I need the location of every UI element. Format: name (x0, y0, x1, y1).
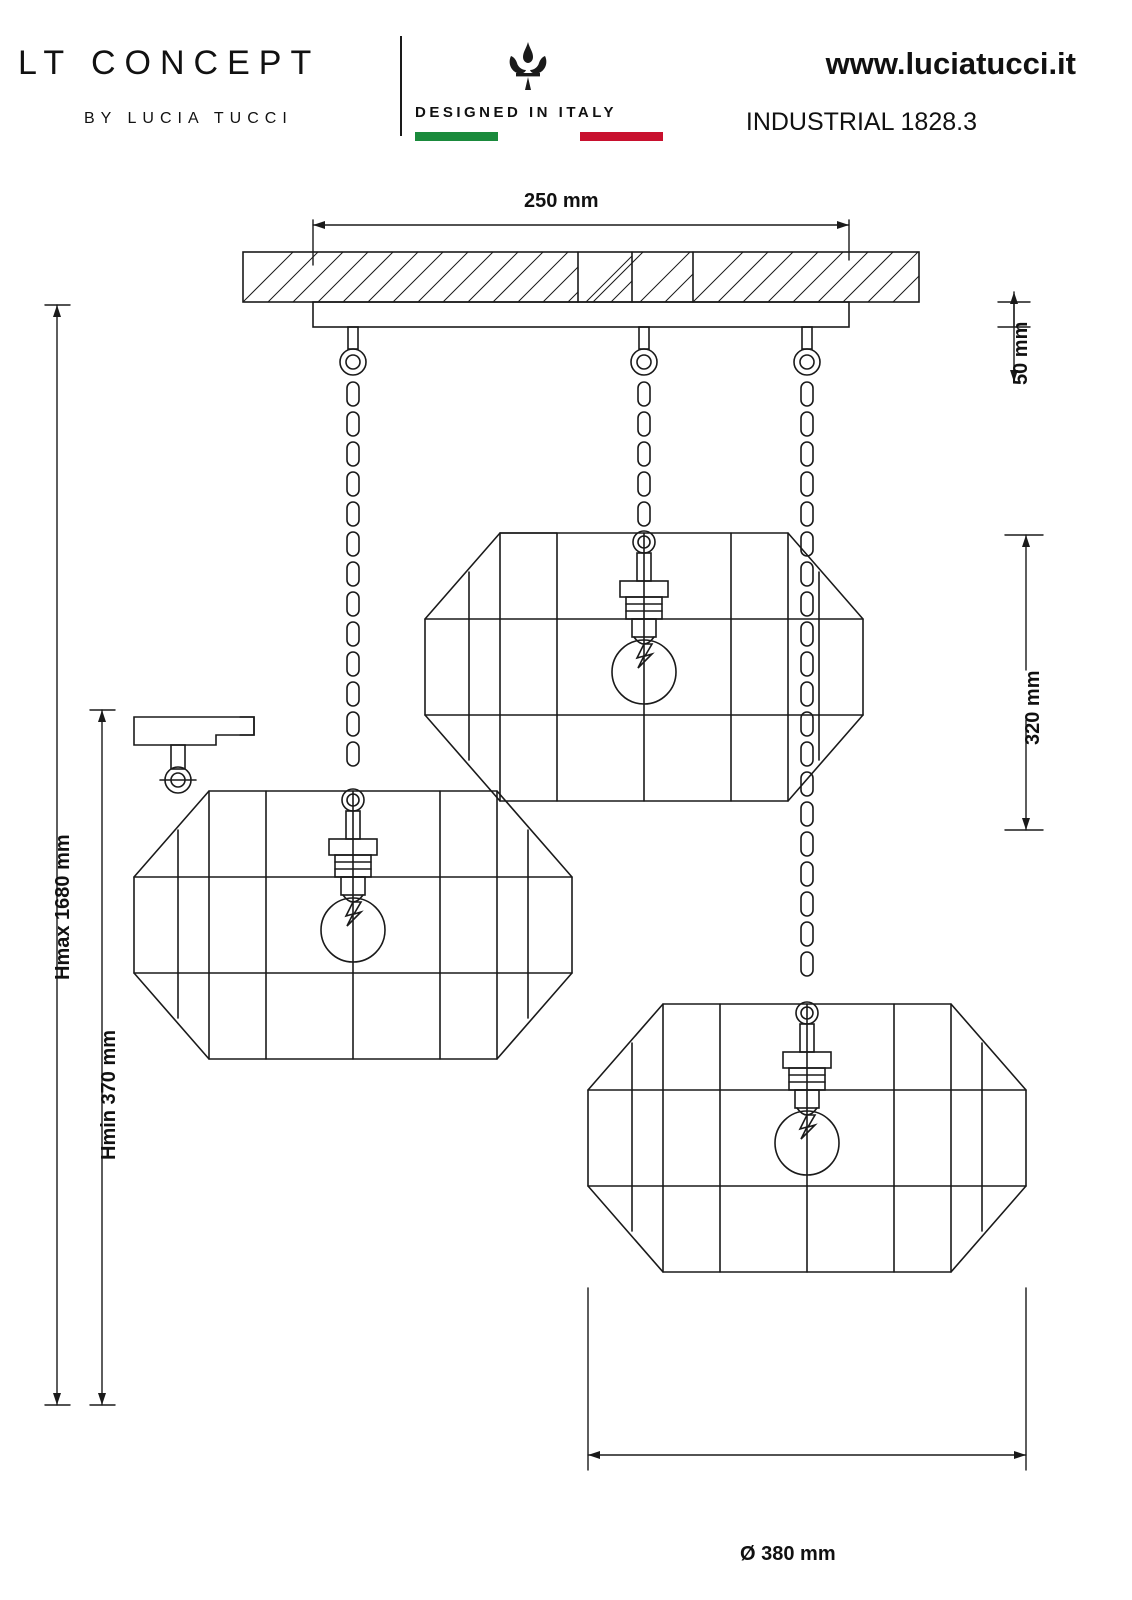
website-url: www.luciatucci.it (825, 46, 1076, 81)
label-canopy-height: 50 mm (1010, 321, 1032, 385)
brand-name: LT CONCEPT (18, 44, 321, 82)
italian-flag-icon (415, 132, 663, 141)
designed-in-italy-label: DESIGNED IN ITALY (415, 104, 618, 121)
dimension-canopy-width (313, 220, 849, 265)
fleur-de-lis-icon (505, 40, 551, 92)
lamp-upper-middle (425, 327, 863, 801)
label-height-max: Hmax 1680 mm (52, 834, 74, 980)
chain-right (794, 327, 820, 1024)
chain-links (801, 382, 813, 976)
label-shade-diameter: Ø 380 mm (740, 1543, 836, 1565)
label-shade-height: 320 mm (1022, 670, 1044, 745)
label-canopy-width: 250 mm (524, 190, 599, 212)
shade-left (134, 791, 572, 1059)
model-name: INDUSTRIAL 1828.3 (745, 108, 977, 136)
header-divider (400, 36, 402, 136)
shade-right (588, 1004, 1026, 1272)
lamp-right (588, 327, 1026, 1272)
chain-links (638, 382, 650, 526)
chain-upper (631, 327, 657, 553)
chain-left (340, 327, 366, 811)
chain-links (347, 382, 359, 766)
canopy-plate (313, 302, 849, 327)
page-header (0, 0, 1132, 160)
mounting-bracket-detail (134, 717, 254, 793)
label-height-min: Hmin 370 mm (98, 1029, 120, 1160)
ceiling-surface (243, 252, 919, 302)
lamp-left (134, 327, 572, 1059)
brand-subtitle: BY LUCIA TUCCI (84, 110, 293, 127)
dimension-shade-diameter (588, 1288, 1026, 1470)
lamp-technical-drawing (0, 160, 1132, 1600)
shade-upper (425, 533, 863, 801)
